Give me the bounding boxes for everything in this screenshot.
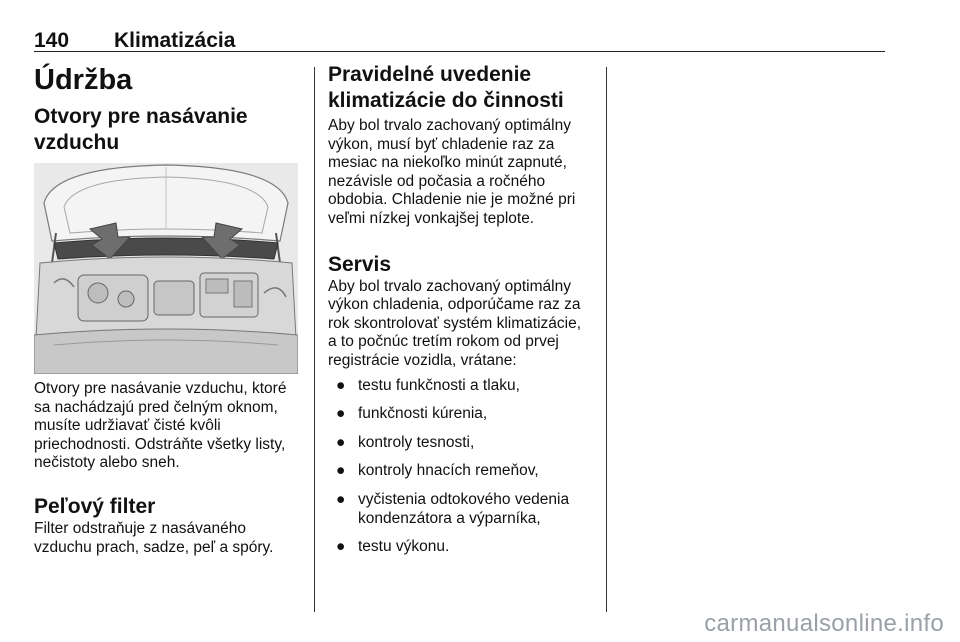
list-item (328, 491, 596, 528)
watermark[interactable]: carmanualsonline.info (704, 610, 944, 637)
bullet-icon: ● (336, 433, 346, 451)
text-line: sa nachádzajú pred čelným oknom, (34, 398, 278, 416)
service-checklist (328, 377, 596, 557)
title-line: Pravidelné uvedenie (328, 63, 532, 86)
chapter-title: Klimatizácia (114, 29, 236, 52)
text-line: mesiac na niekoľko minút zapnuté, (328, 154, 567, 172)
bullet-icon: ● (336, 538, 346, 556)
text-line: musíte udržiavať čisté kvôli (34, 417, 221, 435)
text-line: obdobia. Chladenie nie je možné pri (328, 191, 576, 209)
list-item (328, 538, 596, 557)
title-line: Otvory pre nasávanie (34, 105, 248, 128)
text-line: a to počnúc tretím rokom od prvej (328, 333, 559, 351)
text-line: Filter odstraňuje z nasávaného (34, 519, 246, 537)
list-item-text: testu výkonu. (358, 538, 450, 556)
text-line: veľmi nízkej vonkajšej teplote. (328, 209, 535, 227)
header-divider (34, 51, 885, 52)
list-item-text: funkčnosti kúrenia, (358, 405, 488, 423)
paragraph-pollen-filter (34, 520, 302, 557)
list-item (328, 462, 596, 481)
subsection-title-regular-operation (328, 62, 596, 114)
subsection-title-pollen-filter: Peľový filter (34, 494, 156, 518)
title-line: klimatizácie do činnosti (328, 89, 564, 112)
engine-bay-illustration (34, 163, 298, 374)
bullet-icon: ● (336, 376, 346, 394)
bullet-icon: ● (336, 405, 346, 423)
paragraph-regular-operation (328, 117, 596, 229)
bullet-icon: ● (336, 490, 346, 508)
bullet-icon: ● (336, 462, 346, 480)
page-header (34, 29, 885, 51)
left-column-text (34, 380, 302, 557)
text-line: priechodnosti. Odstráňte všetky listy, (34, 435, 286, 453)
list-item-text: kontroly hnacích remeňov, (358, 462, 539, 480)
list-item (328, 377, 596, 396)
list-item (328, 405, 596, 424)
engine-bay-figure (34, 163, 298, 374)
text-line: nečistoty alebo sneh. (34, 454, 180, 472)
list-item-text: kondenzátora a výparníka, (358, 509, 541, 527)
text-line: registrácie vozidla, vrátane: (328, 351, 517, 369)
text-line: nezávisle od počasia a ročného (328, 172, 546, 190)
text-line: výkon chladenia, odporúčame raz za (328, 296, 581, 314)
subsection-title-service: Servis (328, 252, 392, 276)
column-divider (314, 67, 315, 612)
list-item-text: testu funkčnosti a tlaku, (358, 376, 520, 394)
list-item-text: vyčistenia odtokového vedenia (358, 490, 570, 508)
paragraph-air-inlets (34, 380, 302, 473)
text-line: Aby bol trvalo zachovaný optimálny (328, 117, 571, 134)
left-column (34, 62, 302, 156)
text-line: Aby bol trvalo zachovaný optimálny (328, 277, 571, 295)
paragraph-service (328, 278, 596, 371)
list-item (328, 434, 596, 453)
text-line: výkon, musí byť chladenie raz za (328, 135, 555, 153)
page-number: 140 (34, 29, 70, 52)
column-divider (606, 67, 607, 612)
right-column (328, 62, 596, 567)
subsection-title-air-inlets (34, 104, 302, 156)
text-line: vzduchu prach, sadze, peľ a spóry. (34, 538, 274, 556)
text-line: Otvory pre nasávanie vzduchu, ktoré (34, 380, 287, 397)
list-item-text: kontroly tesnosti, (358, 433, 475, 451)
section-title: Údržba (34, 64, 133, 96)
title-line: vzduchu (34, 131, 120, 154)
text-line: rok skontrolovať systém klimatizácie, (328, 314, 582, 332)
